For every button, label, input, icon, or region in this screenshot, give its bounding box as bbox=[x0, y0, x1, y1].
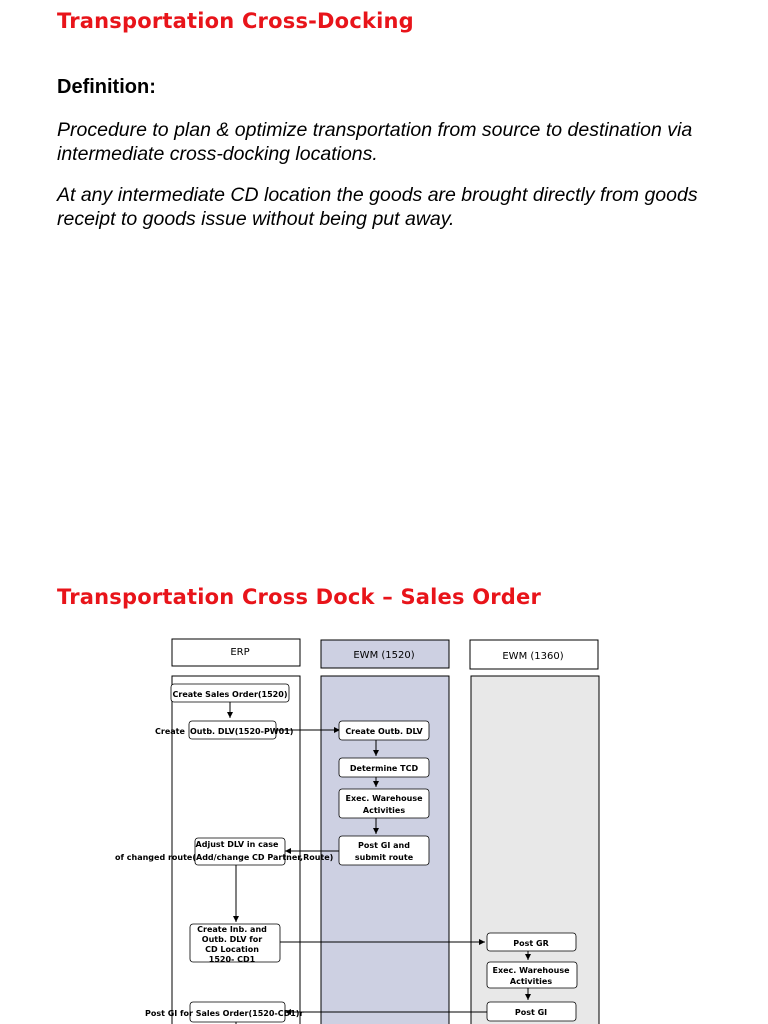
lane-header-ewm-1520 bbox=[321, 640, 449, 668]
svg-text:Create Sales Order(1520): Create Sales Order(1520) bbox=[172, 690, 288, 699]
node-ewm-create-outb-dlv bbox=[339, 721, 429, 740]
svg-text:1520- CD1: 1520- CD1 bbox=[208, 955, 256, 964]
node-post-gi-submit-route bbox=[339, 836, 429, 865]
node-create-inb-outb-dlv bbox=[190, 924, 280, 964]
node-post-gr bbox=[487, 933, 576, 951]
definition-heading: Definition: bbox=[57, 76, 156, 98]
svg-text:Exec. Warehouse: Exec. Warehouse bbox=[492, 966, 570, 975]
svg-text:Post GR: Post GR bbox=[513, 939, 549, 948]
lane-label-ewm-1520: EWM (1520) bbox=[353, 650, 415, 661]
svg-text:Post GI: Post GI bbox=[514, 1008, 548, 1017]
definition-paragraph-2: At any intermediate CD location the goods are brought directly from goods receipt to goods issue without being put away. bbox=[57, 184, 698, 230]
node-determine-tcd bbox=[339, 758, 429, 777]
node-exec-warehouse-1520 bbox=[339, 789, 429, 818]
node-create-sales-order bbox=[171, 684, 289, 702]
lane-label-ewm-1360: EWM (1360) bbox=[502, 651, 564, 662]
diagram-title: Transportation Cross Dock – Sales Order bbox=[57, 585, 542, 609]
node-post-gi-sales-order bbox=[145, 1002, 303, 1022]
node-post-gi-1360 bbox=[487, 1002, 576, 1021]
node-exec-warehouse-1360 bbox=[487, 962, 577, 988]
svg-text:Outb. DLV for: Outb. DLV for bbox=[201, 935, 263, 944]
svg-text:Activities: Activities bbox=[362, 806, 406, 815]
lane-label-erp: ERP bbox=[230, 647, 250, 658]
svg-text:Post GI and: Post GI and bbox=[358, 841, 410, 850]
svg-text:Post GI for Sales Order(1520-C: Post GI for Sales Order(1520-CD1)r bbox=[145, 1009, 304, 1018]
lane-header-erp bbox=[172, 639, 300, 666]
svg-text:Activities: Activities bbox=[509, 977, 553, 986]
lane-header-ewm-1360 bbox=[470, 640, 598, 669]
svg-text:Create Outb. DLV: Create Outb. DLV bbox=[345, 727, 423, 736]
svg-text:Outb. DLV(1520-PW01): Outb. DLV(1520-PW01) bbox=[190, 727, 294, 736]
page-title: Transportation Cross-Docking bbox=[57, 9, 414, 33]
svg-text:submit route: submit route bbox=[354, 853, 414, 862]
definition-paragraph-1: Procedure to plan & optimize transportation from source to destination via intermediate cross-docking locations. bbox=[57, 119, 693, 165]
svg-text:Exec. Warehouse: Exec. Warehouse bbox=[345, 794, 423, 803]
svg-text:Create Inb. and: Create Inb. and bbox=[197, 925, 267, 934]
create-outb-dlv-prefix: Create bbox=[155, 727, 185, 736]
adjust-dlv-extended-label: of changed route(Add/change CD Partner,Route) bbox=[115, 853, 334, 862]
svg-text:Determine TCD: Determine TCD bbox=[349, 764, 419, 773]
svg-text:CD Location: CD Location bbox=[205, 945, 259, 954]
svg-text:Adjust DLV in case: Adjust DLV in case bbox=[195, 840, 279, 849]
